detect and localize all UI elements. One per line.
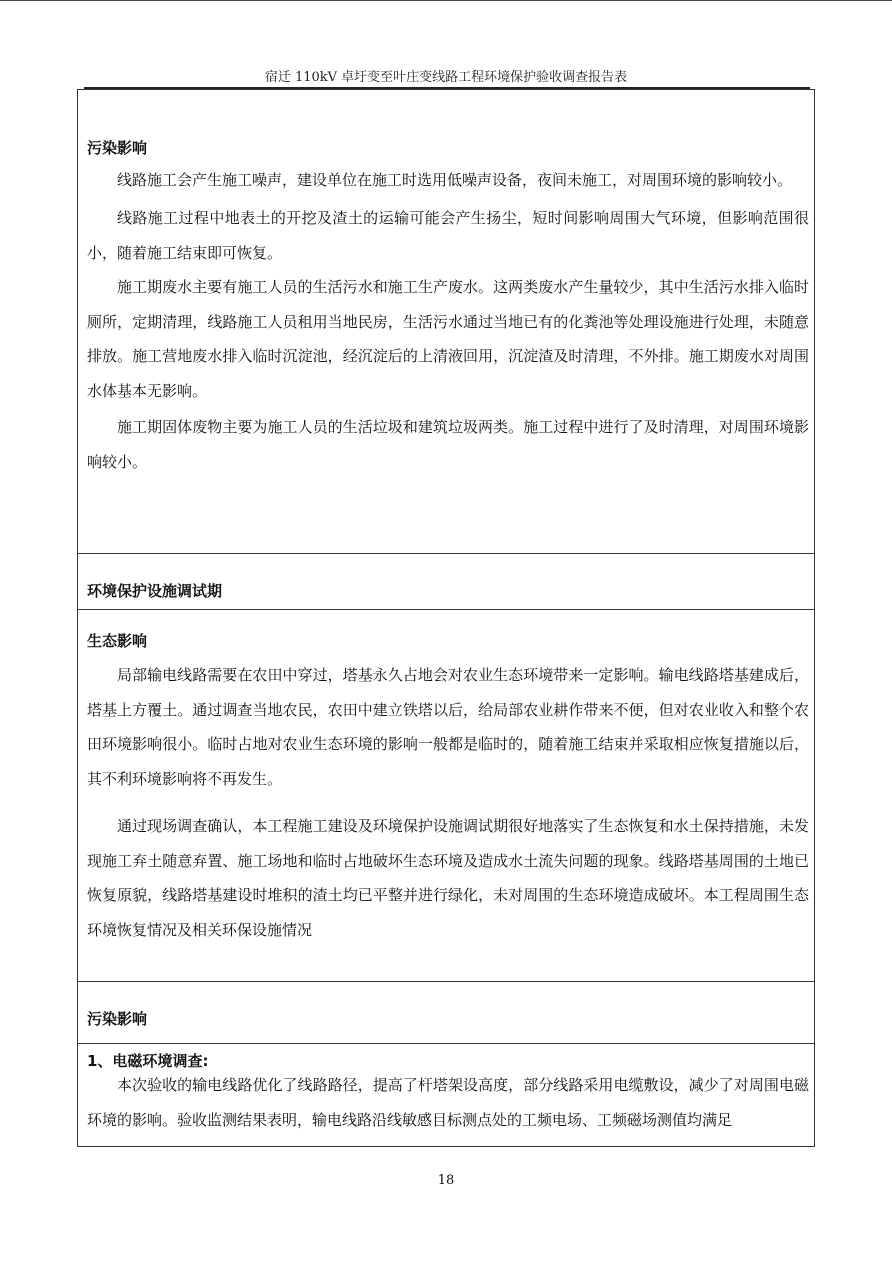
- report-table: [77, 89, 815, 1147]
- paragraph: 线路施工过程中地表土的开挖及渣土的运输可能会产生扬尘，短时间影响周围大气环境，但影响范围很小，随着施工结束即可恢复。: [87, 209, 809, 262]
- top-border-line: [0, 0, 892, 1]
- paragraph: 线路施工会产生施工噪声，建设单位在施工时选用低噪声设备，夜间未施工，对周围环境的影响较小。: [117, 171, 793, 189]
- section-heading-trial-period: 环境保护设施调试期: [87, 582, 223, 600]
- paragraph: 施工期固体废物主要为施工人员的生活垃圾和建筑垃圾两类。施工过程中进行了及时清理，对周围环境影响较小。: [87, 418, 809, 471]
- paragraph: 施工期废水主要有施工人员的生活污水和施工生产废水。这两类废水产生量较少，其中生活污水排入临时厕所，定期清理，线路施工人员租用当地民房，生活污水通过当地已有的化粪池等处理设施进行处理，未随意排放。施工营地废水排入临时沉淀池，经沉淀后的上清液回用，沉淀渣及时清理，不外排。施工期废水对周围水体基本无影响。: [87, 278, 809, 400]
- page-number: 18: [437, 1173, 455, 1188]
- section-heading-pollution-2: 污染影响: [87, 1010, 148, 1028]
- report-header-title: 宿迁 110kV 卓圩变至叶庄变线路工程环境保护验收调查报告表: [264, 70, 628, 85]
- section-heading-em-survey: 1、电磁环境调查:: [87, 1052, 209, 1070]
- cell-trial-period: [78, 554, 814, 610]
- cell-ecology: [78, 610, 814, 982]
- cell-trial-pollution: [78, 982, 814, 1044]
- cell-em-survey: [78, 1044, 814, 1146]
- paragraph: 本次验收的输电线路优化了线路路径，提高了杆塔架设高度，部分线路采用电缆敷设，减少了对周围电磁环境的影响。验收监测结果表明，输电线路沿线敏感目标测点处的工频电场、工频磁场测值均满足: [87, 1076, 809, 1129]
- paragraph: 通过现场调查确认，本工程施工建设及环境保护设施调试期很好地落实了生态恢复和水土保持措施，未发现施工弃土随意弃置、施工场地和临时占地破坏生态环境及造成水土流失问题的现象。线路塔基周围的土地已恢复原貌，线路塔基建设时堆积的渣土均已平整并进行绿化，未对周围的生态环境造成破坏。本工程周围生态环境恢复情况及相关环保设施情况: [87, 817, 809, 939]
- paragraph: 局部输电线路需要在农田中穿过，塔基永久占地会对农业生态环境带来一定影响。输电线路塔基建成后，塔基上方覆土。通过调查当地农民，农田中建立铁塔以后，给局部农业耕作带来不便，但对农业收入和整个农田环境影响很小。临时占地对农业生态环境的影响一般都是临时的，随着施工结束并采取相应恢复措施以后，其不利环境影响将不再发生。: [87, 666, 809, 788]
- section-heading-pollution: 污染影响: [87, 139, 148, 157]
- cell-construction-pollution: [78, 90, 814, 554]
- section-heading-ecology: 生态影响: [87, 632, 148, 650]
